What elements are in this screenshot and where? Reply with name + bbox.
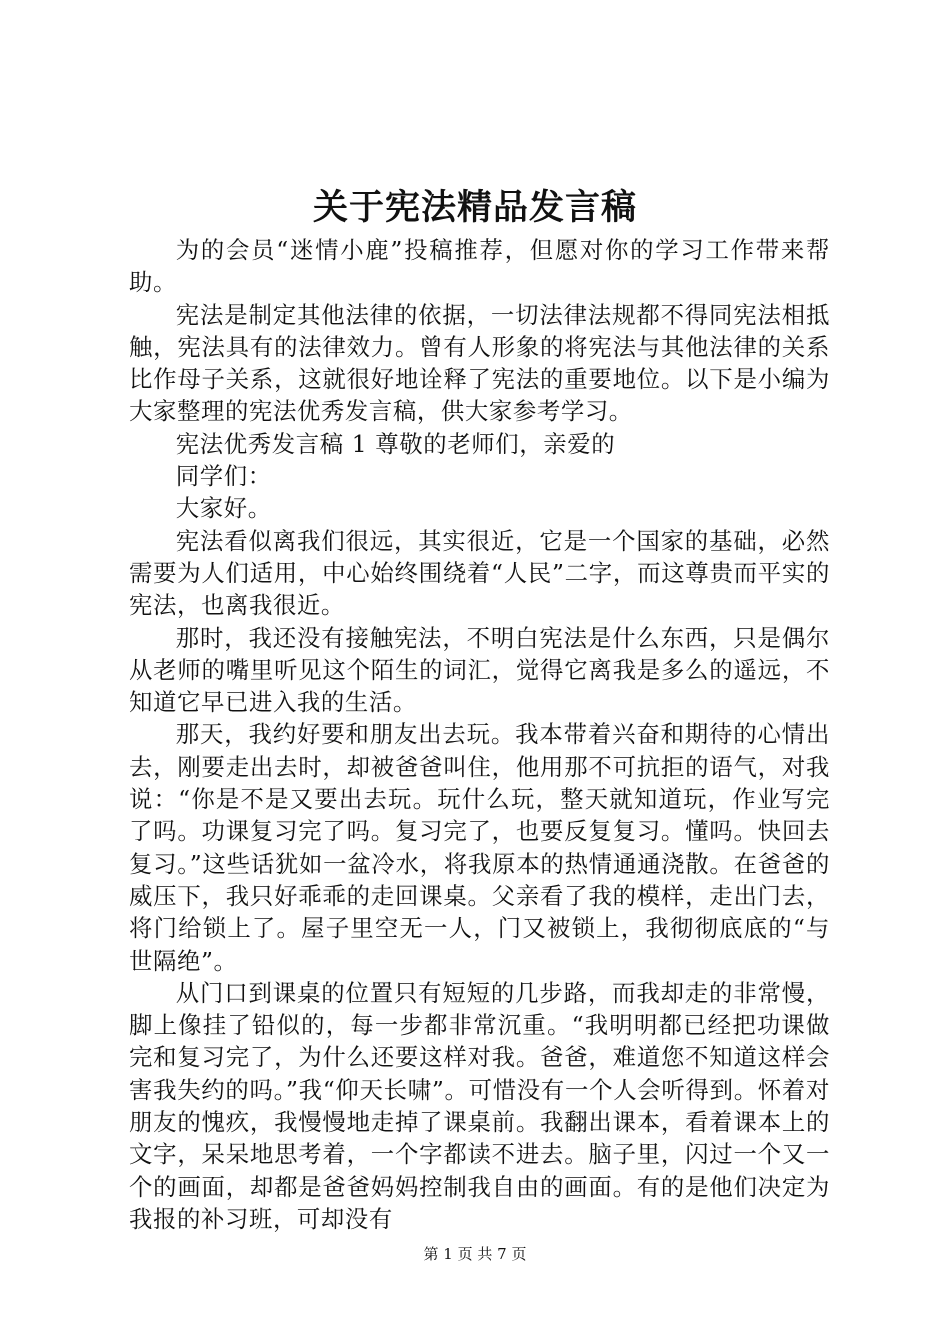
paragraph: 那天，我约好要和朋友出去玩。我本带着兴奋和期待的心情出去，刚要走出去时，却被爸爸叫住，他用那不可抗拒的语气，对我说：“你是不是又要出去玩。玩什么玩，整天就知道玩，作业写完了吗。功课复习完了吗。复习完了，也要反复复习。懂吗。快回去复习。”这些话犹如一盆冷水，将我原本的热情通通浇散。在爸爸的威压下，我只好乖乖的走回课桌。父亲看了我的模样，走出门去，将门给锁上了。屋子里空无一人，门又被锁上，我彻彻底底的“与世隔绝”。 <box>129 720 830 975</box>
page-footer: 第 1 页 共 7 页 <box>423 1245 527 1263</box>
document-title: 关于宪法精品发言稿 <box>312 187 637 228</box>
paragraph: 那时，我还没有接触宪法，不明白宪法是什么东西，只是偶尔从老师的嘴里听见这个陌生的词汇，觉得它离我是多么的遥远，不知道它早已进入我的生活。 <box>129 623 830 717</box>
paragraph: 为的会员“迷情小鹿”投稿推荐，但愿对你的学习工作带来帮助。 <box>129 236 830 297</box>
paragraph: 大家好。 <box>175 494 272 523</box>
paragraph: 同学们： <box>175 462 272 491</box>
paragraph: 从门口到课桌的位置只有短短的几步路，而我却走的非常慢，脚上像挂了铅似的，每一步都非常沉重。“我明明都已经把功课做完和复习完了，为什么还要这样对我。爸爸，难道您不知道这样会害我失约的吗。”我“仰天长啸”。可惜没有一个人会听得到。怀着对朋友的愧疚，我慢慢地走掉了课桌前。我翻出课本，看着课本上的文字，呆呆地思考着，一个字都读不进去。脑子里，闪过一个又一个的画面，却都是爸爸妈妈控制我自由的画面。有的是他们决定为我报的补习班，可却没有 <box>129 978 830 1233</box>
document-body <box>129 234 830 1235</box>
paragraph: 宪法优秀发言稿 1 尊敬的老师们，亲爱的 <box>175 429 616 458</box>
paragraph: 宪法看似离我们很远，其实很近，它是一个国家的基础，必然需要为人们适用，中心始终围绕着“人民”二字，而这尊贵而平实的宪法，也离我很近。 <box>129 526 830 620</box>
paragraph: 宪法是制定其他法律的依据，一切法律法规都不得同宪法相抵触，宪法具有的法律效力。曾有人形象的将宪法与其他法律的关系比作母子关系，这就很好地诠释了宪法的重要地位。以下是小编为大家整理的宪法优秀发言稿，供大家参考学习。 <box>129 300 830 426</box>
